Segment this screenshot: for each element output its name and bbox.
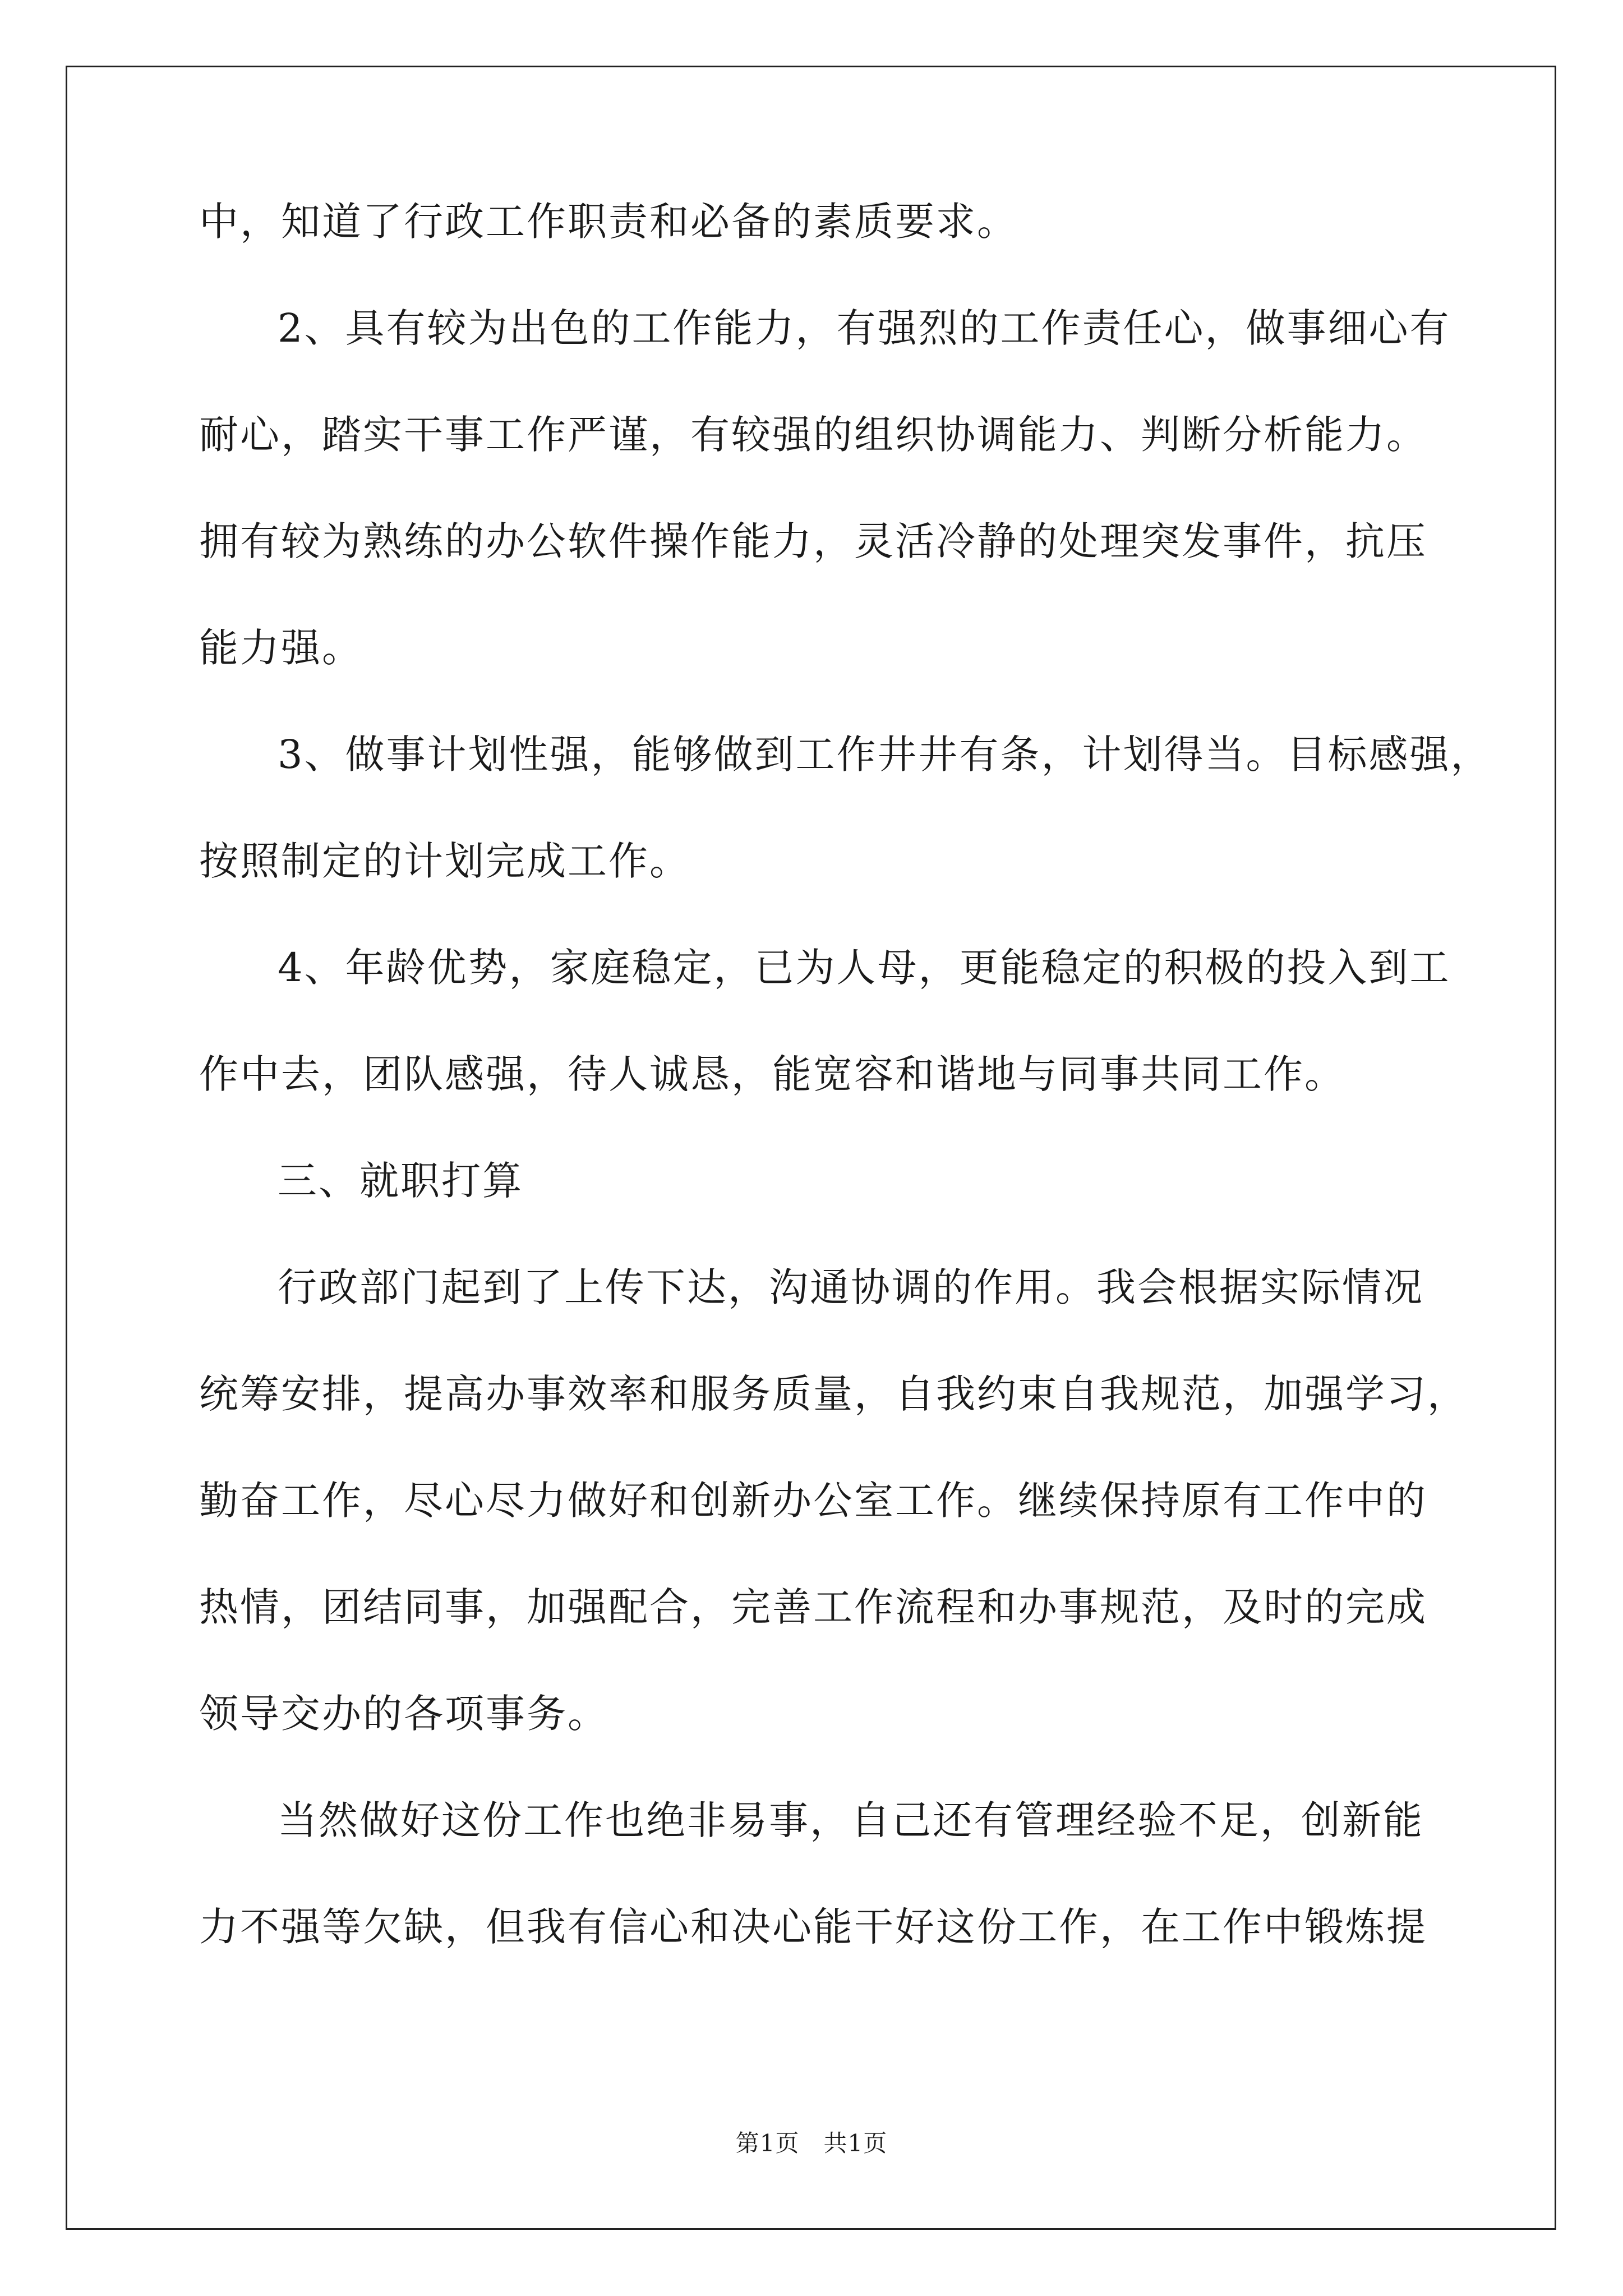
text-line: 拥有较为熟练的办公软件操作能力，灵活冷静的处理突发事件，抗压 [199, 518, 1427, 564]
text-line: 中，知道了行政工作职责和必备的素质要求。 [199, 199, 1018, 245]
text-line: 能力强。 [199, 625, 363, 671]
section-heading: 三、就职打算 [278, 1158, 523, 1204]
text-line: 按照制定的计划完成工作。 [199, 838, 690, 884]
text-line: 3、做事计划性强，能够做到工作井井有条，计划得当。目标感强， [278, 731, 1492, 777]
page-footer: 第1页 共1页 [735, 2129, 888, 2157]
text-line: 4、年龄优势，家庭稳定，已为人母，更能稳定的积极的投入到工 [278, 945, 1451, 991]
text-line: 热情，团结同事，加强配合，完善工作流程和办事规范，及时的完成 [199, 1584, 1427, 1630]
text-line: 2、具有较为出色的工作能力，有强烈的工作责任心，做事细心有 [278, 305, 1451, 351]
text-line: 力不强等欠缺，但我有信心和决心能干好这份工作，在工作中锻炼提 [199, 1904, 1427, 1950]
text-line: 领导交办的各项事务。 [199, 1691, 608, 1737]
text-line: 作中去，团队感强，待人诚恳，能宽容和谐地与同事共同工作。 [199, 1051, 1345, 1097]
text-line: 耐心，踏实干事工作严谨，有较强的组织协调能力、判断分析能力。 [199, 412, 1427, 458]
text-line: 当然做好这份工作也绝非易事，自己还有管理经验不足，创新能 [278, 1797, 1424, 1843]
text-line: 勤奋工作，尽心尽力做好和创新办公室工作。继续保持原有工作中的 [199, 1478, 1427, 1524]
text-line: 统筹安排，提高办事效率和服务质量，自我约束自我规范，加强学习， [199, 1371, 1468, 1417]
text-line: 行政部门起到了上传下达，沟通协调的作用。我会根据实际情况 [278, 1264, 1424, 1310]
